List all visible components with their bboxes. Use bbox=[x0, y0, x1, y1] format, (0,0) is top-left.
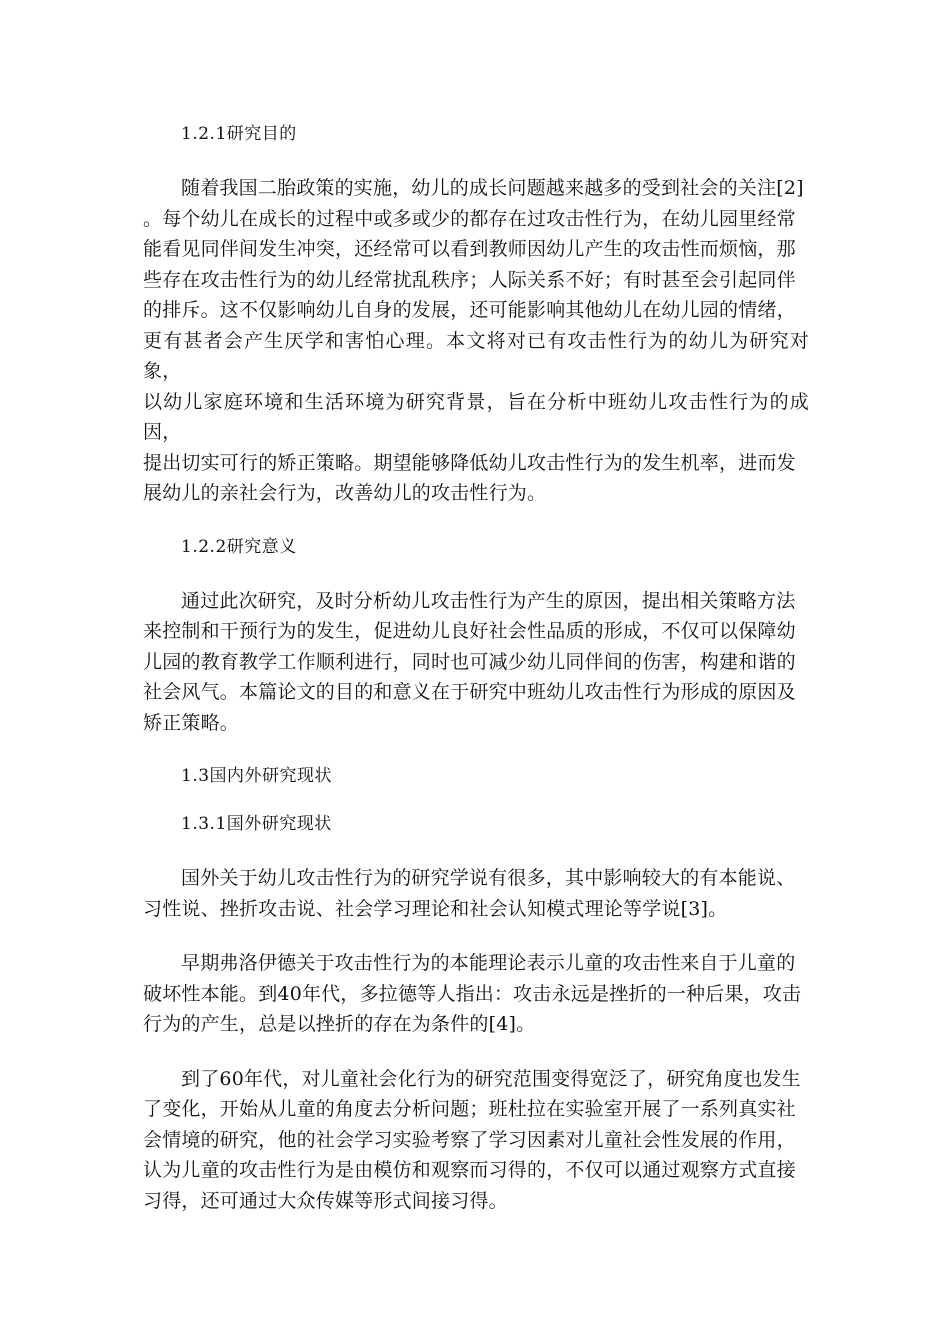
text-line: 国外关于幼儿攻击性行为的研究学说有很多，其中影响较大的有本能说、 bbox=[181, 867, 796, 889]
text-line: 。每个幼儿在成长的过程中或多或少的都存在过攻击性行为，在幼儿园里经常 bbox=[143, 207, 796, 230]
text-line: 习性说、挫折攻击说、社会学习理论和社会认知模式理论等学说[3]。 bbox=[143, 897, 728, 920]
paragraph-research-purpose bbox=[143, 173, 809, 509]
text-line: 来控制和干预行为的发生，促进幼儿良好社会性品质的形成，不仅可以保障幼 bbox=[143, 620, 796, 642]
section-heading-1-2-1: 1.2.1研究目的 bbox=[181, 124, 297, 144]
text-line: 早期弗洛伊德关于攻击性行为的本能理论表示儿童的攻击性来自于儿童的 bbox=[181, 952, 796, 974]
paragraph-freud-dollard bbox=[143, 948, 809, 1040]
text-line: 的排斥。这不仅影响幼儿自身的发展，还可能影响其他幼儿在幼儿园的情绪， bbox=[143, 299, 796, 321]
text-line: 通过此次研究，及时分析幼儿攻击性行为产生的原因，提出相关策略方法 bbox=[181, 589, 796, 612]
text-line: 了变化，开始从儿童的角度去分析问题；班杜拉在实验室开展了一系列真实社 bbox=[143, 1098, 796, 1120]
text-line: 提出切实可行的矫正策略。期望能够降低幼儿攻击性行为的发生机率，进而发 bbox=[143, 451, 796, 474]
paragraph-foreign-theories bbox=[143, 863, 809, 924]
section-heading-1-3-1: 1.3.1国外研究现状 bbox=[181, 814, 332, 834]
text-line: 认为儿童的攻击性行为是由模仿和观察而习得的，不仅可以通过观察方式直接 bbox=[143, 1159, 796, 1181]
text-line: 会情境的研究，他的社会学习实验考察了学习因素对儿童社会性发展的作用， bbox=[143, 1128, 796, 1151]
text-line: 破坏性本能。到40年代，多拉德等人指出：攻击永远是挫折的一种后果，攻击 bbox=[143, 982, 802, 1005]
text-line: 以幼儿家庭环境和生活环境为研究背景，旨在分析中班幼儿攻击性行为的成因， bbox=[143, 390, 809, 443]
text-line: 社会风气。本篇论文的目的和意义在于研究中班幼儿攻击性行为形成的原因及 bbox=[143, 681, 796, 703]
text-line: 行为的产生，总是以挫折的存在为条件的[4]。 bbox=[143, 1013, 536, 1035]
text-line: 随着我国二胎政策的实施，幼儿的成长问题越来越多的受到社会的关注[2] bbox=[181, 177, 804, 199]
text-line: 展幼儿的亲社会行为，改善幼儿的攻击性行为。 bbox=[143, 482, 547, 504]
text-line: 些存在攻击性行为的幼儿经常扰乱秩序；人际关系不好；有时甚至会引起同伴 bbox=[143, 268, 796, 291]
document-page bbox=[143, 120, 809, 1240]
text-line: 习得，还可通过大众传媒等形式间接习得。 bbox=[143, 1189, 508, 1212]
text-line: 到了60年代，对儿童社会化行为的研究范围变得宽泛了，研究角度也发生 bbox=[181, 1067, 801, 1090]
text-line: 能看见同伴间发生冲突，还经常可以看到教师因幼儿产生的攻击性而烦恼，那 bbox=[143, 238, 796, 260]
text-line: 儿园的教育教学工作顺利进行，同时也可减少幼儿同伴间的伤害，构建和谐的 bbox=[143, 650, 796, 673]
section-heading-1-3: 1.3国内外研究现状 bbox=[181, 766, 333, 786]
paragraph-bandura bbox=[143, 1064, 809, 1217]
paragraph-research-significance bbox=[143, 586, 809, 739]
text-line: 矫正策略。 bbox=[143, 711, 240, 734]
text-line: 更有甚者会产生厌学和害怕心理。本文将对已有攻击性行为的幼儿为研究对象， bbox=[143, 329, 809, 382]
section-heading-1-2-2: 1.2.2研究意义 bbox=[181, 536, 297, 557]
